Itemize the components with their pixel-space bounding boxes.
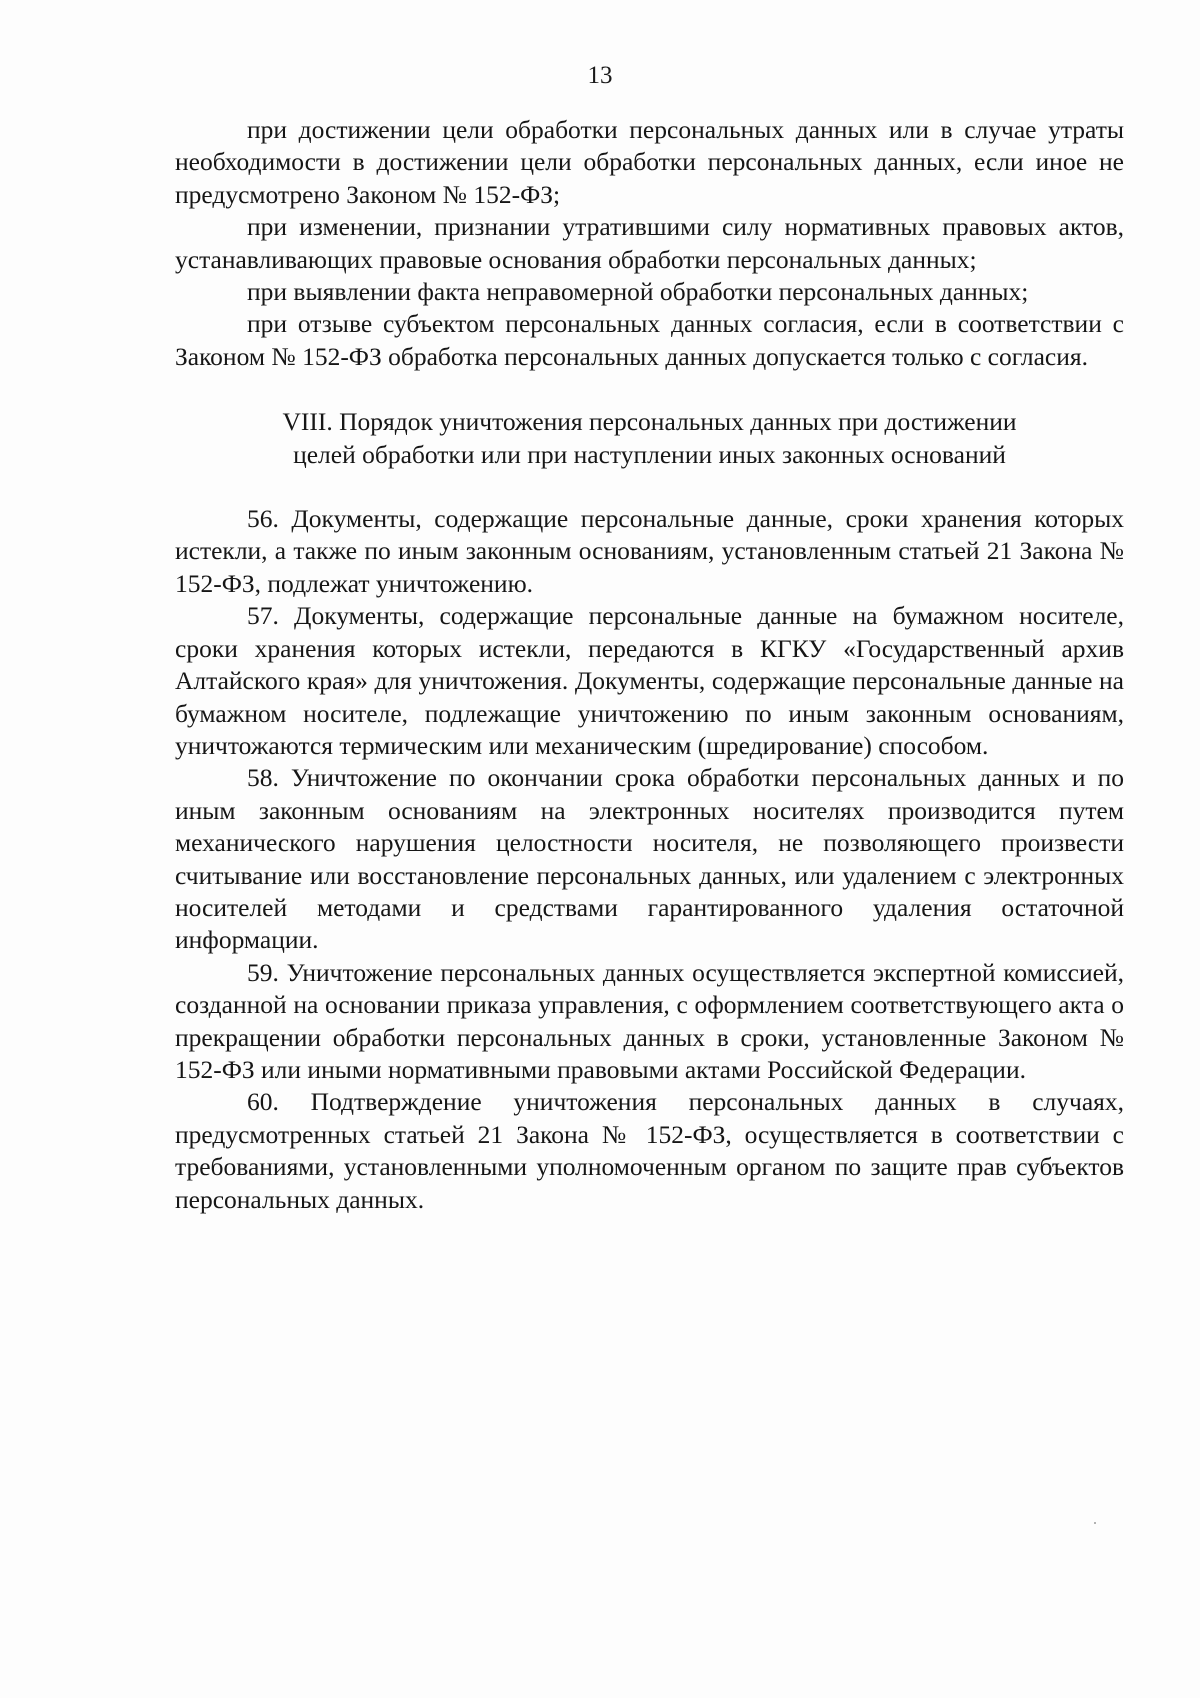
scan-speck xyxy=(1094,1522,1096,1524)
document-body xyxy=(175,114,1124,1216)
clause-60: 60. Подтверждение уничтожения персональных данных в случаях, предусмотренных статьей 21 Закона № 152-ФЗ, осуществляется в соответствии с требованиями, установленными уполномоченным органом по защите прав субъектов персональных данных. xyxy=(175,1087,1124,1214)
section-heading xyxy=(175,406,1124,471)
intro-paragraph: при отзыве субъектом персональных данных согласия, если в соответствии с Законом № 152-ФЗ обработка персональных данных допускается только с согласия. xyxy=(175,309,1124,371)
page-number: 13 xyxy=(587,62,613,89)
clause-58: 58. Уничтожение по окончании срока обработки персональных данных и по иным законным основаниям на электронных носителях производится путем механического нарушения целостности носителя, не позволяющего произвести считывание или восстановление персональных данных, или удалением с электронных носителей методами и средствами гарантированного удаления остаточной информации. xyxy=(175,763,1124,955)
clause-57: 57. Документы, содержащие персональные данные на бумажном носителе, сроки хранения которых истекли, передаются в КГКУ «Государственный архив Алтайского края» для уничтожения. Документы, содержащие персональные данные на бумажном носителе, подлежащие уничтожению по иным законным основаниям, уничтожаются термическим или механическим (шредирование) способом. xyxy=(175,601,1124,760)
section-heading-line: VIII. Порядок уничтожения персональных данных при достижении xyxy=(282,407,1017,437)
intro-paragraph: при выявлении факта неправомерной обработки персональных данных; xyxy=(247,277,1029,307)
clause-59: 59. Уничтожение персональных данных осуществляется экспертной комиссией, созданной на основании приказа управления, с оформлением соответствующего акта о прекращении обработки персональных данных в сроки, установленные Законом № 152-ФЗ или иными нормативными правовыми актами Российской Федерации. xyxy=(175,957,1124,1084)
intro-paragraph: при достижении цели обработки персональных данных или в случае утраты необходимости в достижении цели обработки персональных данных, если иное не предусмотрено Законом № 152-ФЗ; xyxy=(175,115,1124,209)
section-heading-line: целей обработки или при наступлении иных законных оснований xyxy=(293,439,1006,469)
intro-paragraph: при изменении, признании утратившими силу нормативных правовых актов, устанавливающих правовые основания обработки персональных данных; xyxy=(175,212,1124,274)
clause-56: 56. Документы, содержащие персональные данные, сроки хранения которых истекли, а также по иным законным основаниям, установленным статьей 21 Закона № 152-ФЗ, подлежат уничтожению. xyxy=(175,504,1124,598)
